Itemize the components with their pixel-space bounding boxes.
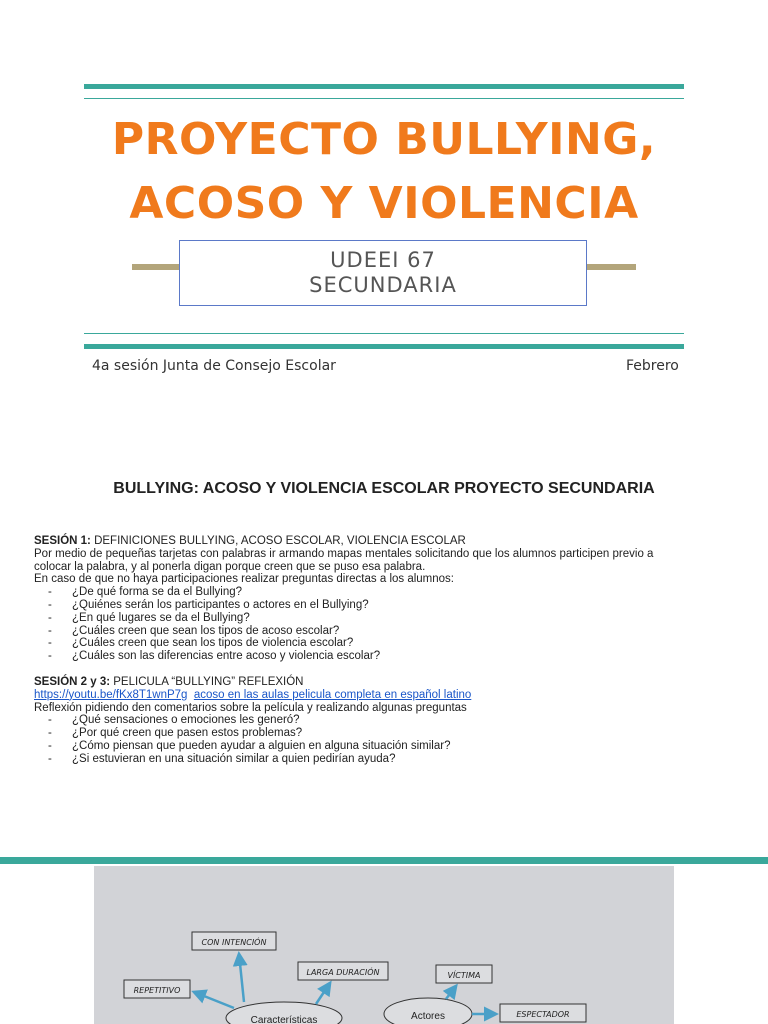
label-actores: Actores	[411, 1011, 445, 1022]
subtitle-line-2: SECUNDARIA	[309, 273, 457, 297]
bottom-thick-bar	[0, 857, 768, 864]
mindmap-photo	[94, 866, 674, 1024]
right-tan-line	[587, 264, 636, 270]
youtube-link[interactable]: https://youtu.be/fKx8T1wnP7g	[34, 688, 188, 701]
label-espectador: ESPECTADOR	[516, 1010, 570, 1019]
list-item: - ¿Cuáles son las diferencias entre acoso y violencia escolar?	[34, 650, 734, 663]
page-title	[84, 108, 684, 236]
list-item: - ¿Qué sensaciones o emociones les generó?	[34, 714, 734, 727]
movie-link[interactable]: acoso en las aulas pelicula completa en español latino	[193, 688, 472, 701]
node-victima	[436, 965, 492, 983]
node-con-intencion	[192, 932, 276, 950]
meta-session: 4a sesión Junta de Consejo Escolar	[92, 358, 336, 374]
title-line-1: PROYECTO BULLYING,	[111, 114, 657, 165]
list-item: - ¿De qué forma se da el Bullying?	[34, 586, 734, 599]
session-1-label: SESIÓN 1:	[34, 535, 91, 547]
meta-month: Febrero	[626, 358, 679, 374]
list-item: - ¿Si estuvieran en una situación similar a quien pedirían ayuda?	[34, 753, 734, 766]
subtitle-box	[179, 240, 587, 306]
session-2-questions	[34, 714, 734, 765]
top-thick-bar	[84, 84, 684, 89]
list-item: - ¿En qué lugares se da el Bullying?	[34, 612, 734, 625]
document-heading: BULLYING: ACOSO Y VIOLENCIA ESCOLAR PROYECTO SECUNDARIA	[113, 480, 655, 497]
label-repetitivo: REPETITIVO	[133, 986, 181, 995]
session-1-block	[34, 535, 734, 663]
title-line-2: ACOSO Y VIOLENCIA	[129, 178, 639, 229]
session-2-title-text: PELICULA “BULLYING” REFLEXIÓN	[110, 676, 304, 688]
label-larga-duracion: LARGA DURACIÓN	[306, 968, 380, 977]
node-larga-duracion	[298, 962, 388, 980]
list-item: - ¿Cuáles creen que sean los tipos de violencia escolar?	[34, 637, 734, 650]
middle-thin-bar	[84, 333, 684, 334]
list-item: - ¿Cuáles creen que sean los tipos de acoso escolar?	[34, 625, 734, 638]
left-tan-line	[132, 264, 180, 270]
list-item: - ¿Por qué creen que pasen estos problemas?	[34, 727, 734, 740]
node-espectador	[500, 1004, 586, 1022]
session-1-intro-1: Por medio de pequeñas tarjetas con palabras ir armando mapas mentales solicitando que los alumnos participen previo a	[34, 547, 654, 560]
subtitle-line-1: UDEEI 67	[330, 248, 436, 272]
session-2-title	[34, 676, 734, 689]
session-1-intro-3: En caso de que no haya participaciones realizar preguntas directas a los alumnos:	[34, 573, 454, 586]
label-victima: VÍCTIMA	[447, 971, 481, 980]
top-thin-bar	[84, 98, 684, 99]
list-item: - ¿Quiénes serán los participantes o actores en el Bullying?	[34, 599, 734, 612]
session-2-block	[34, 676, 734, 766]
session-2-label: SESIÓN 2 y 3:	[34, 676, 111, 688]
label-caracteristicas: Características	[250, 1015, 318, 1024]
session-1-questions	[34, 586, 734, 663]
photo-background	[94, 866, 674, 1024]
session-2-links	[34, 689, 734, 702]
session-2-intro: Reflexión pidiendo den comentarios sobre la película y realizando algunas preguntas	[34, 701, 467, 714]
mindmap-diagram	[94, 866, 674, 1024]
middle-thick-bar	[84, 344, 684, 349]
list-item: - ¿Cómo piensan que pueden ayudar a alguien en alguna situación similar?	[34, 740, 734, 753]
label-con-intencion: CON INTENCIÓN	[201, 938, 267, 947]
session-1-title-text: DEFINICIONES BULLYING, ACOSO ESCOLAR, VIOLENCIA ESCOLAR	[90, 535, 466, 547]
session-1-intro-2: colocar la palabra, y al ponerla digan porque creen que se puso esa palabra.	[34, 560, 426, 573]
node-repetitivo	[124, 980, 190, 998]
session-1-title	[34, 535, 734, 548]
